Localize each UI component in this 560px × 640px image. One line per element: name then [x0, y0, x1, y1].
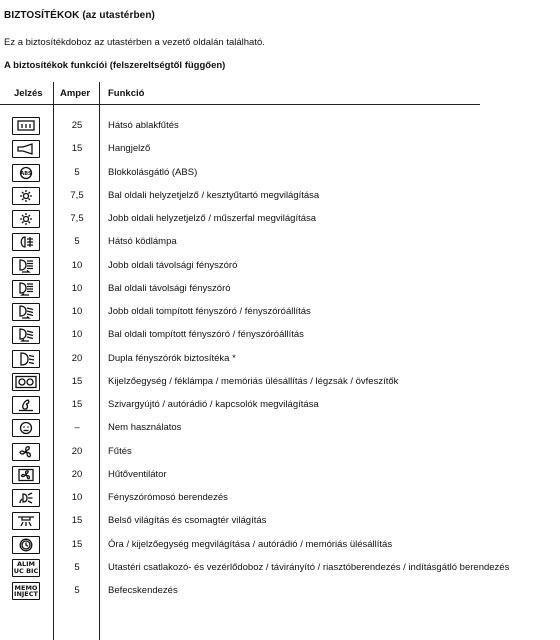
high-beam-right-icon	[12, 257, 40, 275]
fan-icon	[12, 443, 40, 461]
amper-value: 15	[71, 515, 83, 527]
side-light-icon	[12, 187, 40, 205]
amper-value: 10	[71, 282, 83, 294]
icon-label: MEMO	[14, 583, 38, 592]
table-row	[0, 441, 560, 464]
column-header-jelzes: Jelzés	[14, 88, 43, 99]
headlamp-washer-icon	[12, 489, 40, 507]
function-text: Jobb oldali helyzetjelző / műszerfal megvilágítása	[108, 213, 317, 224]
headlamp-icon	[12, 350, 40, 368]
function-text: Fényszórómosó berendezés	[108, 492, 228, 503]
function-text: Óra / kijelzőegység megvilágítása / autórádió / memóriás ülésállítás	[108, 538, 393, 550]
icon-label: UC BIC	[13, 566, 39, 575]
function-text: Szivargyújtó / autórádió / kapcsolók megvilágítása	[108, 399, 319, 410]
central-locking-icon	[12, 559, 40, 577]
amper-value: 7,5	[70, 213, 84, 224]
abs-icon	[12, 164, 40, 182]
function-text: Bal oldali távolsági fényszóró	[108, 282, 231, 294]
rear-fog-lamp-icon	[12, 233, 40, 251]
table-row	[0, 278, 560, 301]
function-text: Hátsó ablakfűtés	[108, 120, 179, 131]
amper-value: 25	[71, 120, 83, 131]
table-row	[0, 580, 560, 603]
table-row	[0, 138, 560, 161]
column-header-funkcio: Funkció	[108, 88, 145, 99]
function-text: Jobb oldali távolsági fényszóró	[108, 259, 238, 271]
side-light-icon	[12, 210, 40, 228]
amper-value: 10	[71, 306, 83, 317]
function-text: Bal oldali tompított fényszóró / fényszóróállítás	[108, 329, 304, 341]
clock-icon	[12, 536, 40, 554]
amper-value: 10	[71, 259, 83, 271]
table-row	[0, 510, 560, 533]
function-text: Kijelzőegység / féklámpa / memóriás ülésállítás / légzsák / övfeszítők	[108, 375, 399, 387]
table-row	[0, 255, 560, 278]
cigarette-lighter-icon	[12, 396, 40, 414]
function-text: Bal oldali helyzetjelző / kesztyűtartó megvilágítása	[108, 189, 320, 201]
table-row	[0, 557, 560, 580]
low-beam-right-icon	[12, 303, 40, 321]
table-row	[0, 185, 560, 208]
column-header-amper: Amper	[60, 88, 91, 99]
table-row	[0, 534, 560, 557]
table-row	[0, 162, 560, 185]
amper-value: 5	[74, 561, 80, 573]
header-rule	[0, 104, 480, 105]
function-text: Belső világítás és csomagtér világítás	[108, 515, 267, 527]
function-text: Hangjelző	[108, 143, 151, 155]
function-text: Utastéri csatlakozó- és vezérlődoboz / távirányító / riasztóberendezés / indításgátló berendezés	[108, 561, 510, 573]
amper-value: 7,5	[70, 189, 84, 201]
amper-value: 5	[74, 236, 80, 248]
amper-value: 10	[71, 329, 83, 341]
amper-value: 20	[71, 468, 83, 480]
svg-text:ABS: ABS	[20, 170, 32, 177]
table-row	[0, 487, 560, 510]
section-heading: A biztosítékok funkciói (felszereltségtől függően)	[4, 60, 226, 71]
function-text: Hátsó ködlámpa	[108, 236, 177, 248]
amper-value: 15	[71, 375, 83, 387]
table-row	[0, 417, 560, 440]
radiator-fan-icon	[12, 466, 40, 484]
function-text: Blokkolásgátló (ABS)	[108, 166, 198, 178]
amper-value: 5	[74, 166, 80, 178]
dashboard-icon	[12, 373, 40, 391]
function-text: Fűtés	[108, 445, 132, 457]
amper-value: 20	[71, 352, 83, 364]
high-beam-left-icon	[12, 280, 40, 298]
table-row	[0, 115, 560, 138]
table-row	[0, 464, 560, 487]
function-text: Befecskendezés	[108, 585, 178, 596]
memo-inject-icon	[12, 582, 40, 600]
rear-window-heater-icon	[12, 117, 40, 135]
horn-icon	[12, 140, 40, 158]
amper-value: 20	[71, 445, 83, 457]
icon-label: ALIM	[16, 560, 36, 569]
unused-icon	[12, 419, 40, 437]
amper-value: 15	[71, 538, 83, 550]
table-row	[0, 371, 560, 394]
function-text: Dupla fényszórók biztosítéka *	[108, 352, 236, 364]
table-row	[0, 208, 560, 231]
table-row	[0, 301, 560, 324]
amper-value: –	[74, 422, 80, 434]
function-text: Jobb oldali tompított fényszóró / fényszóróállítás	[108, 306, 311, 317]
function-text: Nem használatos	[108, 422, 182, 434]
interior-light-icon	[12, 512, 40, 530]
table-row	[0, 348, 560, 371]
function-text: Hűtőventilátor	[108, 468, 167, 480]
amper-value: 15	[71, 399, 83, 410]
amper-value: 10	[71, 492, 83, 503]
amper-value: 15	[71, 143, 83, 155]
intro-text: Ez a biztosítékdoboz az utastérben a vezető oldalán található.	[4, 37, 265, 48]
page-title: BIZTOSÍTÉKOK (az utastérben)	[4, 10, 155, 21]
icon-label: INJECT	[14, 590, 38, 598]
amper-value: 5	[74, 585, 80, 596]
low-beam-left-icon	[12, 326, 40, 344]
table-row	[0, 324, 560, 347]
table-row	[0, 394, 560, 417]
table-row	[0, 231, 560, 254]
